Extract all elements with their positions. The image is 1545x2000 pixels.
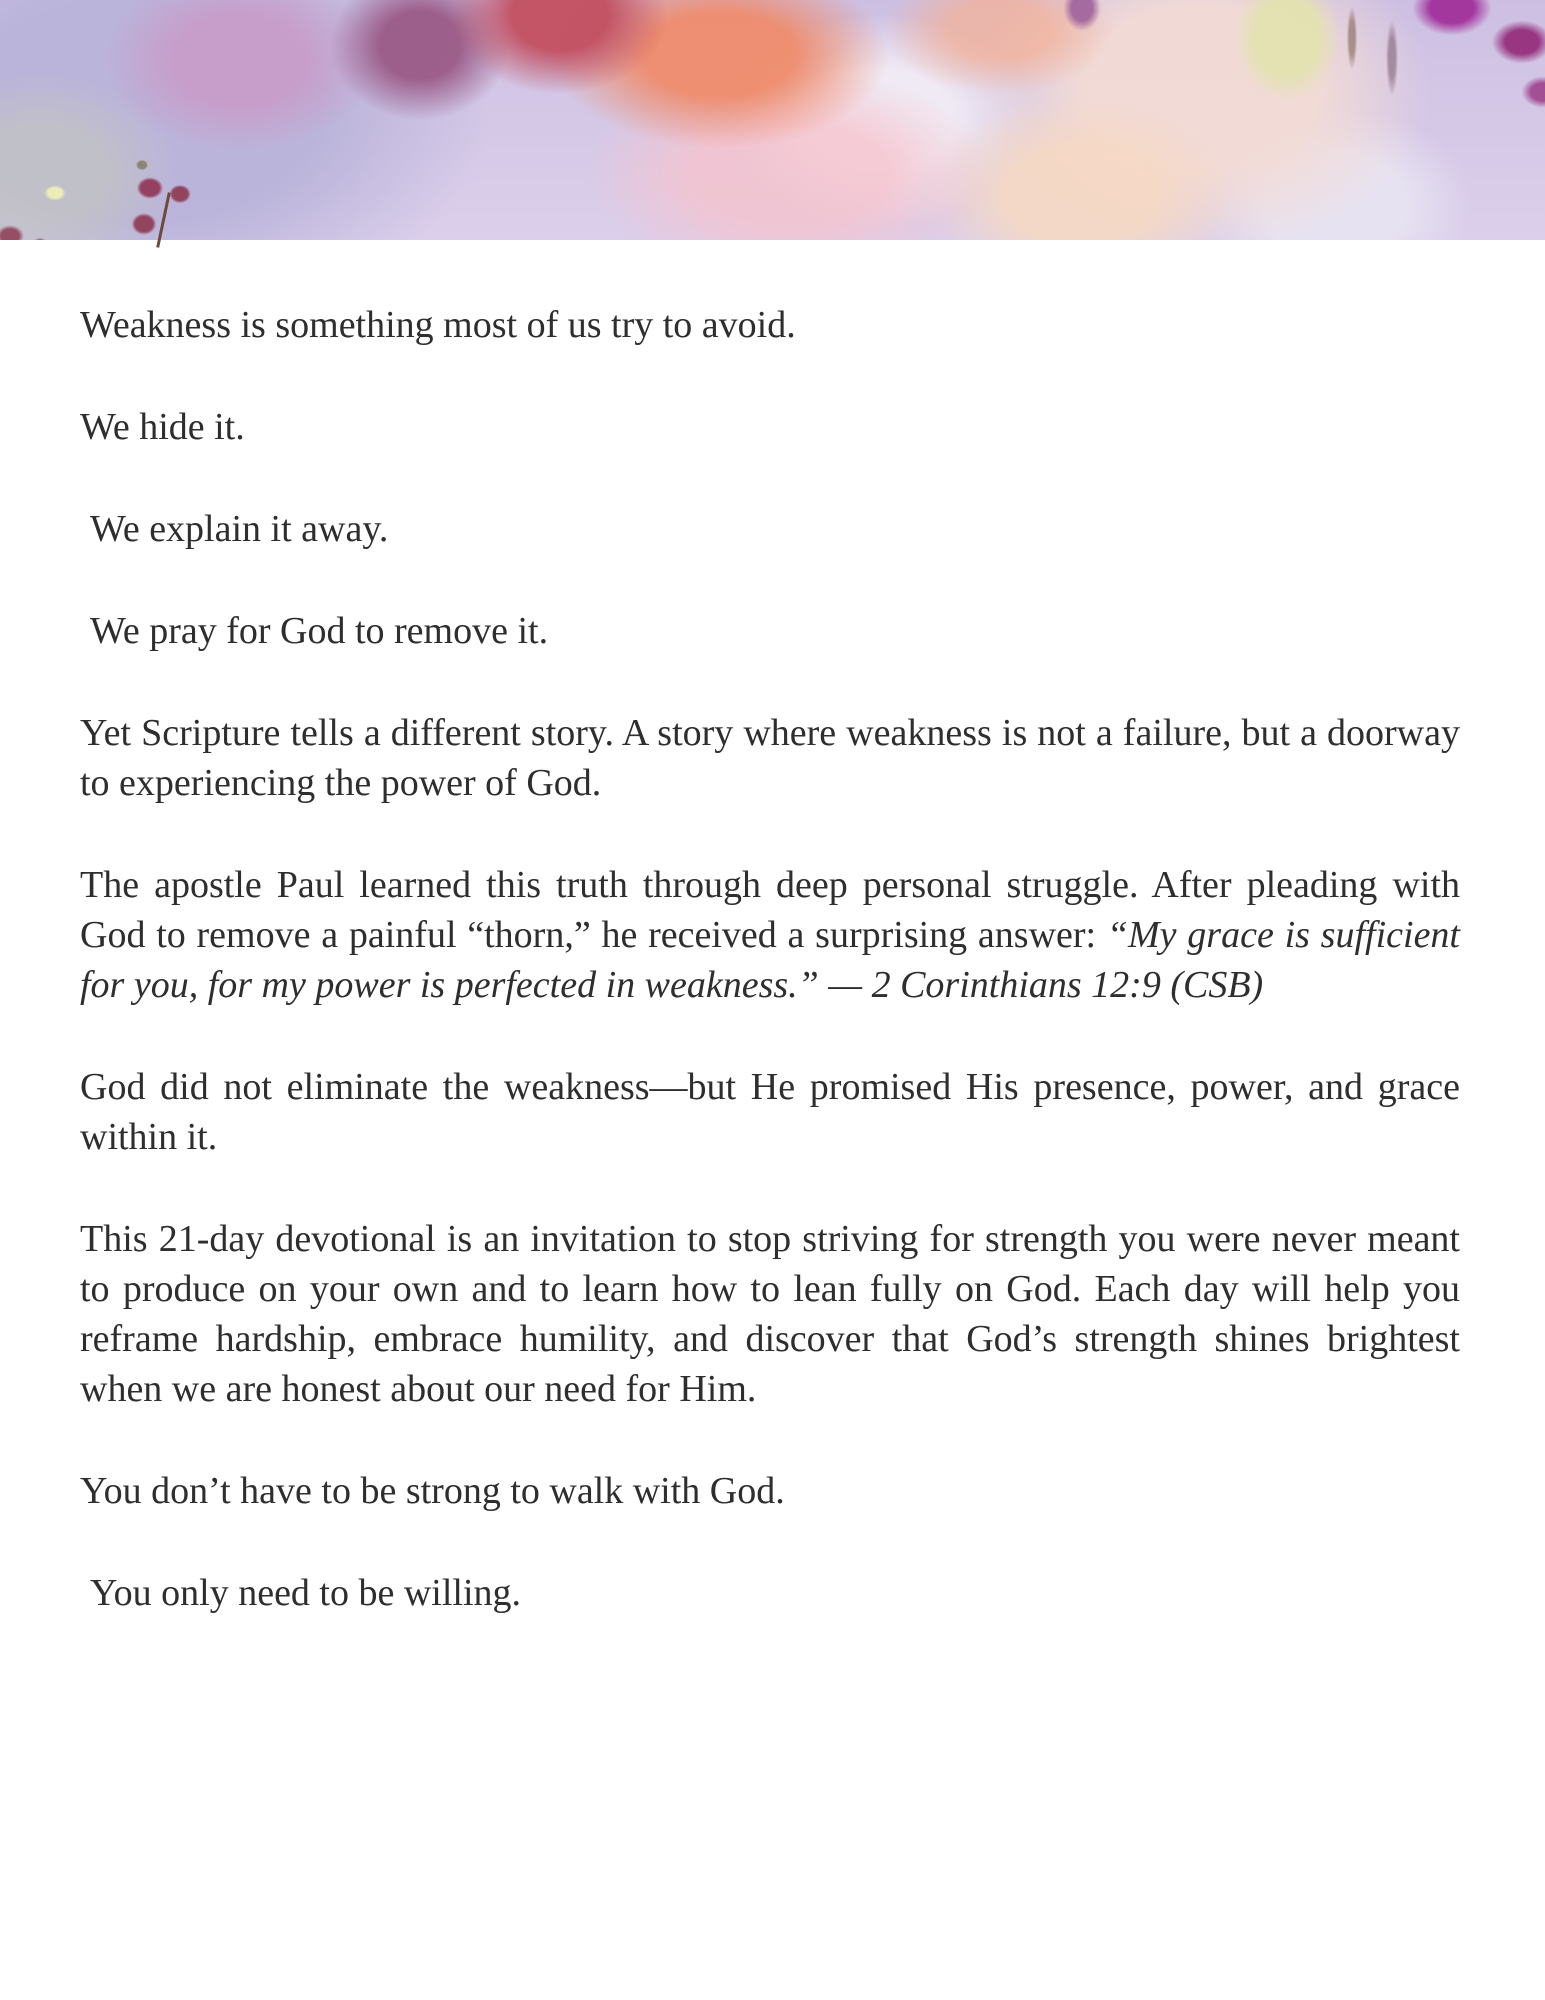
paragraph: We hide it. (80, 406, 245, 448)
paragraph: We explain it away. (90, 508, 389, 550)
paragraph: You only need to be willing. (90, 1572, 522, 1614)
paragraph-with-scripture-quote (80, 860, 1460, 1010)
paragraph: This 21-day devotional is an invitation to stop striving for strength you were never meant to produce on your own and to learn how to lean fully on God. Each day will help you reframe hardship, embrace humility, and discover that God’s strength shines brightest when we are honest about our need for Him. (80, 1218, 1460, 1410)
scripture-attribution: — 2 Corinthians 12:9 (CSB) (828, 964, 1264, 1006)
paragraph-text: The apostle Paul learned this truth through deep personal struggle. After pleading with God to remove a painful “thorn,” he received a surprising answer: (80, 864, 1460, 956)
paragraph: Yet Scripture tells a different story. A story where weakness is not a failure, but a doorway to experiencing the power of God. (80, 712, 1460, 804)
flower-stem (156, 192, 171, 247)
paragraph: God did not eliminate the weakness—but He promised His presence, power, and grace within it. (80, 1066, 1460, 1158)
flower-sprig-icon (118, 172, 213, 250)
watercolor-header-image (0, 0, 1545, 240)
scripture-quote: “My grace is sufficient for you, for my power is perfected in weakness.” (80, 914, 1460, 1006)
paragraph: Weakness is something most of us try to avoid. (80, 304, 796, 346)
page-body-text (0, 240, 1545, 1618)
paragraph: You don’t have to be strong to walk with God. (80, 1470, 785, 1512)
paragraph: We pray for God to remove it. (90, 610, 549, 652)
